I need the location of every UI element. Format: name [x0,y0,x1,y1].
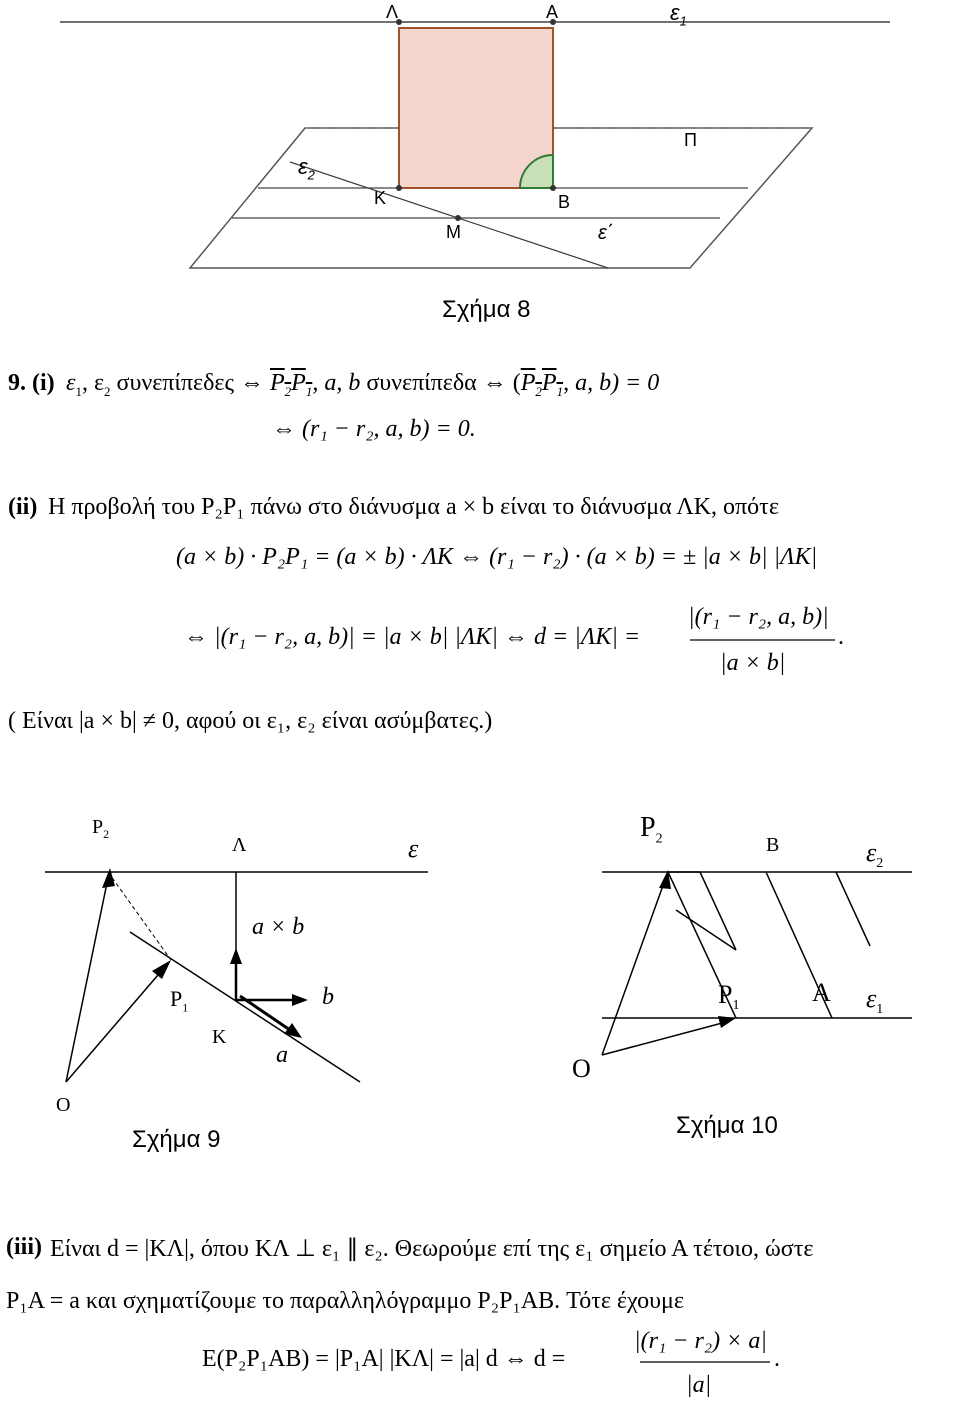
part2-line4: ( Είναι |a × b| ≠ 0, αφού οι ε₁, ε₂ είναι ασύμβατες.) [8,708,493,734]
part2-line1: Η προβολή του P₂P₁ πάνω στο διάνυσμα a × b είναι το διάνυσμα ΛΚ, οπότε [48,494,779,520]
part3-period: . [774,1346,780,1372]
fig9-label-eps: ε [408,834,419,863]
part2-line3: ⇔ |(r₁ − r₂, a, b)| = |a × b| |ΛΚ| ⇔ d = |ΛΚ| = [184,624,641,650]
fig9-label-a: a [276,1042,288,1068]
fig8-label-A: A [546,2,559,22]
part1-line1: $\varepsilon_1$, $\varepsilon_2$ συνεπίπεδες ⇔ $P_2P_1$, a, b συνεπίπεδα ⇔ ($P_2P_1$, a, b) = 0 [66,370,660,399]
fig9-label-b: b [322,984,334,1010]
fig10-label-B: B [766,834,780,856]
fig9-label-O: O [56,1094,71,1116]
fig8-label-pi: Π [684,130,697,150]
fig10-label-P1: $P_1$ [718,980,740,1014]
fig9-label-P2: $P_2$ [92,816,110,841]
figure-10 [602,870,912,1055]
fig10-caption: Σχήμα 10 [676,1112,778,1139]
fig8-caption: Σχήμα 8 [442,296,531,323]
part1-label: 9. (i) [8,370,55,396]
part2-frac-den: |a × b| [720,650,786,676]
fig8-label-eps1: $\varepsilon_1$ [670,0,687,29]
fig9-label-lambda: Λ [232,834,247,856]
fig10-label-A: A [812,978,831,1007]
part2-label: (ii) [8,494,38,520]
part2-line2: (a × b) · P₂P₁ = (a × b) · ΛΚ ⇔ (r₁ − r₂) · (a × b) = ± |a × b| |ΛΚ| [176,544,818,570]
fig8-label-eps2: $\varepsilon_2$ [298,154,315,183]
fig8-label-B: B [558,192,571,212]
fig9-label-axb: a × b [252,914,305,940]
figure-9 [45,868,428,1082]
part3-frac-num: |(r₁ − r₂) × a| [634,1328,767,1354]
part3-line3: E(P₂P₁AB) = |P₁A| |ΚΛ| = |a| d ⇔ d = [202,1346,566,1372]
fig9-label-P1: $P_1$ [170,986,189,1015]
part2-period: . [838,624,844,650]
fig10-label-O: O [572,1054,591,1083]
fig8-label-lambda: Λ [386,2,399,22]
fig9-caption: Σχήμα 9 [132,1126,221,1153]
part3-label: (iii) [6,1234,42,1260]
part3-frac-den: |a| [686,1372,712,1398]
fig10-label-P2: $P_2$ [640,812,663,847]
fig10-label-eps1: $\varepsilon_1$ [866,984,884,1018]
fig9-label-K: K [212,1026,227,1048]
fig8-label-M: M [446,222,461,242]
part3-line1: Είναι d = |ΚΛ|, όπου ΚΛ ⊥ ε₁ ∥ ε₂. Θεωρούμε επί της ε₁ σημείο Α τέτοιο, ώστε [50,1236,814,1262]
fig8-label-K: K [374,188,387,208]
part2-frac-num: |(r₁ − r₂, a, b)| [688,604,829,630]
part1-line2: ⇔ (r₁ − r₂, a, b) = 0. [272,416,476,442]
fig8-label-eps-prime: ε΄ [598,222,614,244]
part3-line2: P₁A = a και σχηματίζουμε το παραλληλόγραμμο P₂P₁AB. Τότε έχουμε [6,1288,684,1314]
fig10-label-eps2: $\varepsilon_2$ [866,838,884,872]
